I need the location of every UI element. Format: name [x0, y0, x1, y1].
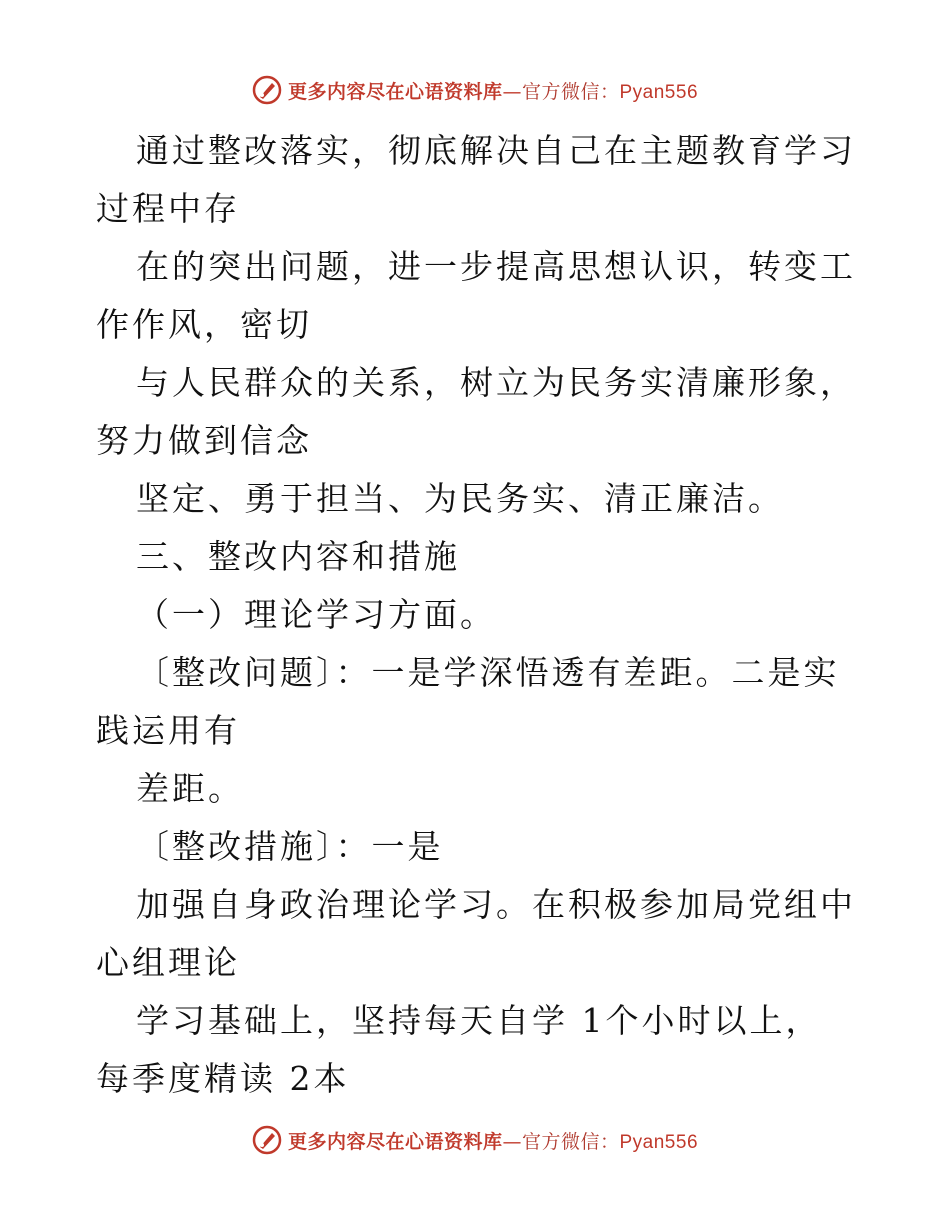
watermark-text: [288, 1127, 698, 1154]
paragraph-problems-cont: 差距。: [136, 769, 244, 808]
paragraph-problems: 〔整改问题〕：一是学深悟透有差距。二是实践运用有: [96, 653, 840, 750]
watermark-separator: —: [502, 1130, 522, 1153]
subsection-heading: （一）理论学习方面。: [136, 595, 496, 634]
paragraph-measures-cont: 加强自身政治理论学习。在积极参加局党组中心组理论: [96, 885, 856, 982]
footer-watermark: [0, 1120, 950, 1160]
watermark-account: Pyan556: [619, 1131, 699, 1153]
paragraph-study-plan: 学习基础上，坚持每天自学 1个小时以上，每季度精读 2本: [96, 1001, 822, 1098]
paragraph-1: 通过整改落实，彻底解决自己在主题教育学习过程中存: [96, 131, 856, 228]
section-heading: 三、整改内容和措施: [136, 537, 460, 576]
watermark-text: [288, 77, 698, 104]
pen-logo-icon: [252, 75, 282, 105]
watermark-account: Pyan556: [619, 81, 699, 103]
paragraph-measures: 〔整改措施〕：一是: [136, 827, 444, 866]
watermark-prefix: 更多内容尽在心语资料库: [287, 80, 503, 103]
paragraph-3: 与人民群众的关系，树立为民务实清廉形象，努力做到信念: [96, 363, 856, 460]
pen-logo-icon: [252, 1125, 282, 1155]
watermark-prefix: 更多内容尽在心语资料库: [287, 1130, 503, 1153]
watermark-separator: —: [502, 80, 522, 103]
header-watermark: [0, 70, 950, 110]
watermark-middle: 官方微信：: [521, 1130, 620, 1153]
paragraph-2: 在的突出问题，进一步提高思想认识，转变工作作风，密切: [96, 247, 856, 344]
document-body: [96, 122, 856, 1108]
watermark-middle: 官方微信：: [521, 80, 620, 103]
paragraph-4: 坚定、勇于担当、为民务实、清正廉洁。: [136, 479, 784, 518]
